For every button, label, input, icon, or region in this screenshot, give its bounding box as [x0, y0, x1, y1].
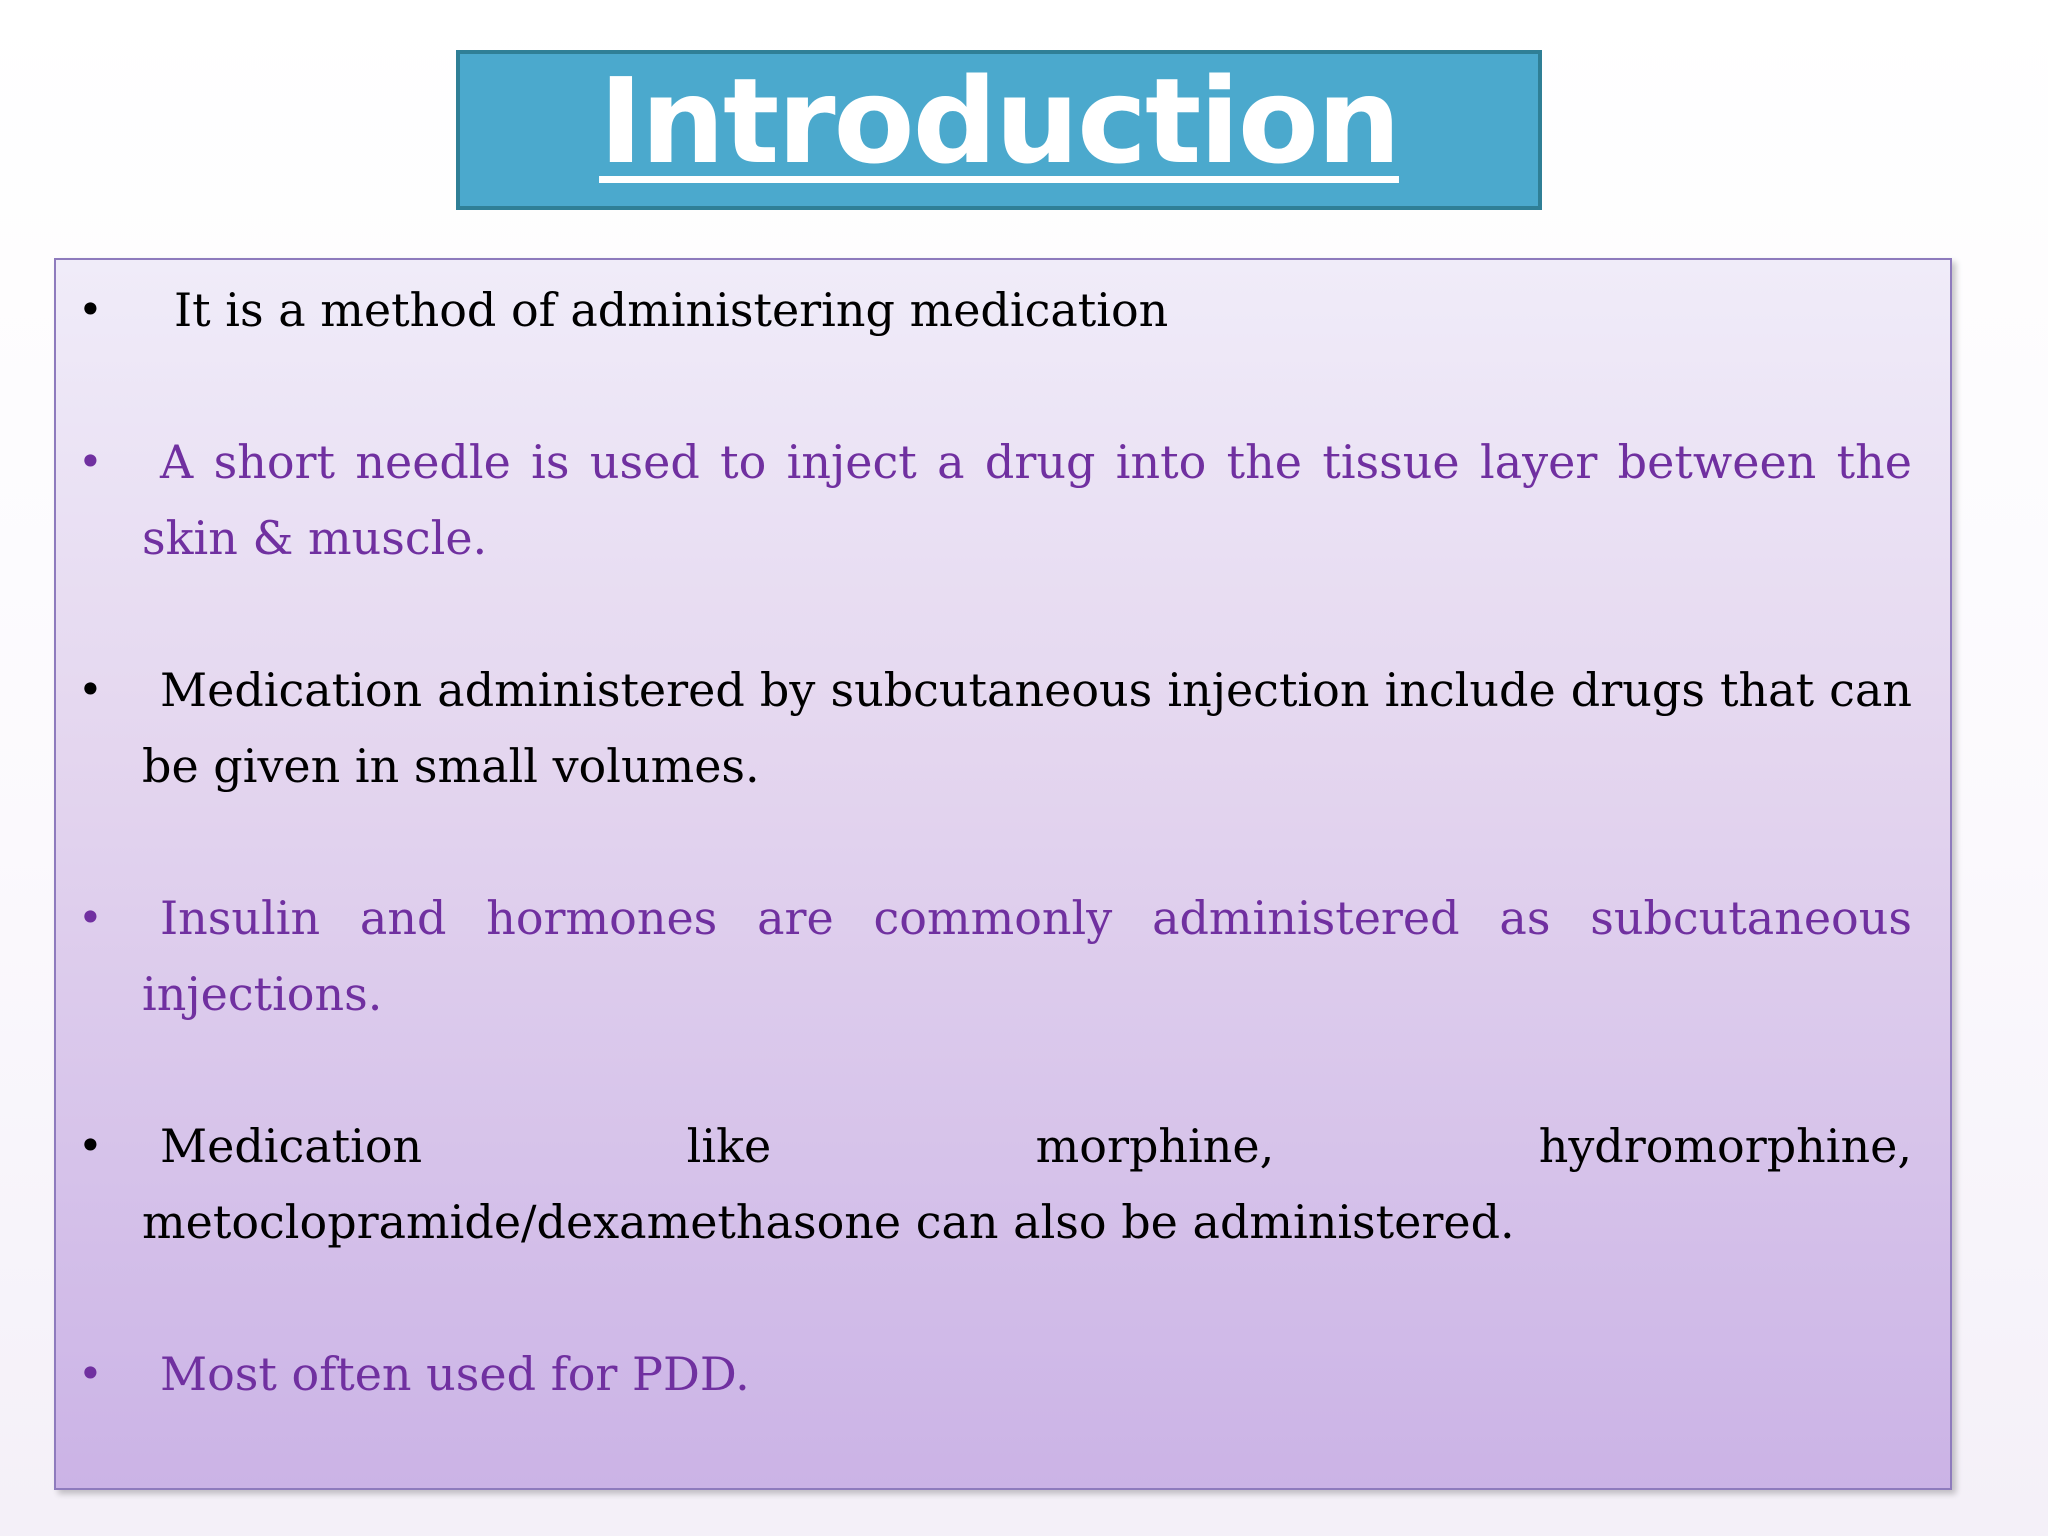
bullet-item-3: [56, 652, 1916, 804]
bullet-dot-icon: •: [78, 893, 103, 942]
bullet-dot-icon: •: [78, 665, 103, 714]
bullet-item-5: [56, 1108, 1916, 1260]
bullet-dot-icon: •: [78, 437, 103, 486]
bullet-text: It is a method of administering medication: [174, 283, 1169, 337]
bullet-item-1: [56, 272, 1916, 348]
bullet-item-4: [56, 880, 1916, 1032]
bullet-text: Medication administered by subcutaneous injection include drugs that can be given in small volumes.: [142, 663, 1912, 793]
slide-title: Introduction: [599, 52, 1399, 190]
bullet-text: Medication like morphine, hydromorphine, metoclopramide/dexamethasone can also be administered.: [142, 1119, 1912, 1249]
title-banner: [456, 50, 1542, 210]
bullet-item-2: [56, 424, 1916, 576]
bullet-text: Insulin and hormones are commonly administered as subcutaneous injections.: [142, 891, 1912, 1021]
bullet-text: A short needle is used to inject a drug into the tissue layer between the skin & muscle.: [142, 435, 1912, 565]
bullet-text: Most often used for PDD.: [160, 1347, 750, 1401]
bullet-dot-icon: •: [78, 1121, 103, 1170]
bullet-dot-icon: •: [78, 1349, 103, 1398]
bullet-item-6: [56, 1336, 1916, 1412]
content-panel: [54, 258, 1952, 1490]
bullet-dot-icon: •: [78, 285, 103, 334]
